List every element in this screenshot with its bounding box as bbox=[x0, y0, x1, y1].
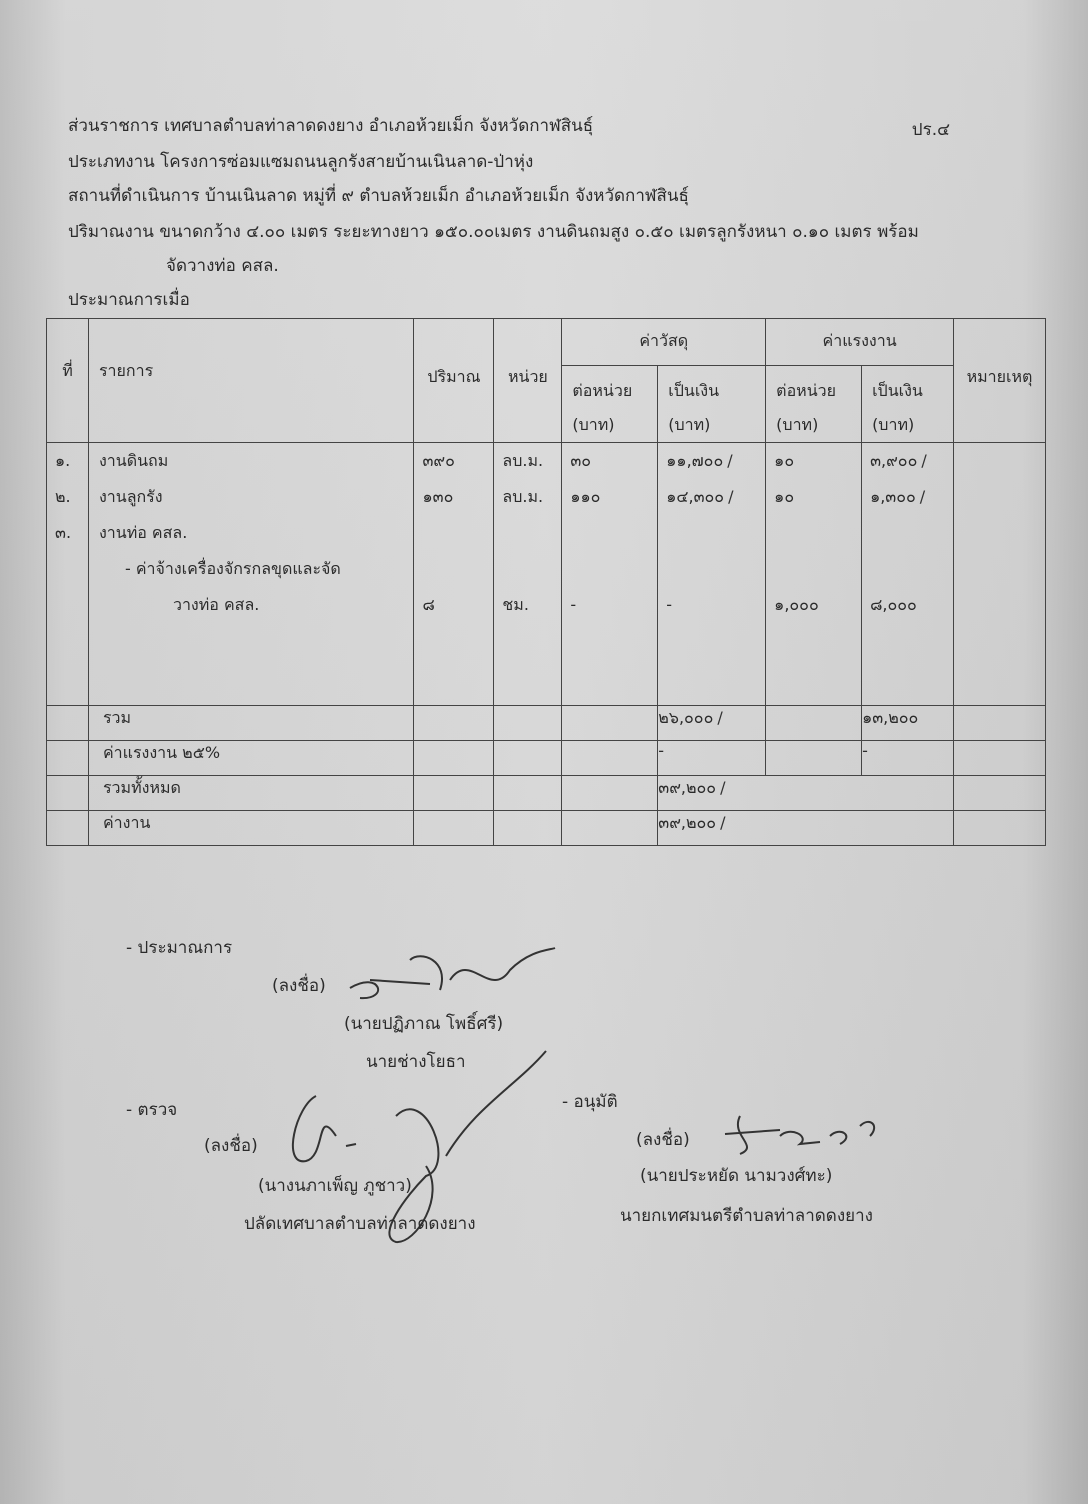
row-qty: ๓๙๐ bbox=[422, 451, 455, 470]
check-mark-icon: / bbox=[717, 708, 723, 727]
labor-unit-price-header: ต่อหน่วย (บาท) bbox=[766, 366, 862, 443]
col-header-unit: หน่วย bbox=[494, 319, 562, 443]
grand-total-row bbox=[47, 776, 1046, 811]
check-mark-icon: / bbox=[727, 451, 733, 470]
col-header-material: ค่าวัสดุ bbox=[562, 319, 766, 366]
work-type-line: ประเภทงาน โครงการซ่อมแซมถนนลูกรังสายบ้านเนินลาด-ป่าหุ่ง bbox=[68, 152, 534, 172]
sub-material-amount: - bbox=[666, 595, 673, 614]
row-material-amount: ๑๔,๓๐๐ bbox=[666, 487, 725, 506]
approver-sign-label: (ลงชื่อ) bbox=[636, 1130, 690, 1150]
location-line: สถานที่ดำเนินการ บ้านเนินลาด หมู่ที่ ๙ ตำบลห้วยเม็ก อำเภอห้วยเม็ก จังหวัดกาฬสินธุ์ bbox=[68, 186, 689, 206]
estimator-title: - ประมาณการ bbox=[126, 938, 233, 958]
row-labor-unit-price: ๑๐ bbox=[774, 487, 795, 506]
estimate-label: ประมาณการเมื่อ bbox=[68, 290, 190, 310]
sub-labor-amount: ๘,๐๐๐ bbox=[870, 595, 917, 614]
labor-amount-header: เป็นเงิน (บาท) bbox=[862, 366, 954, 443]
row-no: ๑. bbox=[55, 451, 71, 470]
labor-25-labor: - bbox=[862, 741, 954, 776]
row-labor-amount: ๓,๙๐๐ bbox=[870, 451, 918, 470]
unit-column bbox=[494, 443, 562, 706]
checker-title: - ตรวจ bbox=[126, 1100, 178, 1120]
work-cost-label: ค่างาน bbox=[88, 811, 414, 846]
estimator-position: นายช่างโยธา bbox=[366, 1052, 466, 1072]
row-no: ๓. bbox=[55, 523, 72, 542]
labor-25-material: - bbox=[658, 741, 766, 776]
row-item: งานท่อ คสล. bbox=[98, 523, 188, 542]
sub-item-line-2: วางท่อ คสล. bbox=[172, 595, 260, 614]
work-cost-row bbox=[47, 811, 1046, 846]
checker-sign-label: (ลงชื่อ) bbox=[204, 1136, 258, 1156]
labor-25-row bbox=[47, 741, 1046, 776]
check-mark-icon: / bbox=[720, 813, 726, 832]
check-mark-icon: / bbox=[728, 487, 734, 506]
quantity-line-2: จัดวางท่อ คสล. bbox=[166, 256, 279, 276]
checker-position: ปลัดเทศบาลตำบลท่าลาดดงยาง bbox=[244, 1214, 476, 1234]
estimate-table bbox=[46, 318, 1046, 846]
estimator-sign-label: (ลงชื่อ) bbox=[272, 976, 326, 996]
col-header-remark: หมายเหตุ bbox=[954, 319, 1046, 443]
row-material-unit-price: ๑๑๐ bbox=[570, 487, 601, 506]
form-code: ปร.๔ bbox=[911, 120, 950, 140]
approver-name: (นายประหยัด นามวงศ์ทะ) bbox=[640, 1166, 833, 1186]
row-labor-unit-price: ๑๐ bbox=[774, 451, 795, 470]
agency-line: ส่วนราชการ เทศบาลตำบลท่าลาดดงยาง อำเภอห้วยเม็ก จังหวัดกาฬสินธุ์ bbox=[68, 116, 594, 136]
col-header-labor: ค่าแรงงาน bbox=[766, 319, 954, 366]
labor-amount-column bbox=[862, 443, 954, 706]
col-header-item: รายการ bbox=[88, 319, 414, 443]
sub-item-line-1: - ค่าจ้างเครื่องจักรกลขุดและจัด bbox=[124, 559, 341, 578]
checker-name: (นางนภาเพ็ญ ภูชาว) bbox=[258, 1176, 412, 1196]
work-cost-value: ๓๙,๒๐๐ bbox=[658, 813, 717, 832]
material-amount-column bbox=[658, 443, 766, 706]
check-mark-icon: / bbox=[919, 487, 926, 506]
row-qty: ๑๓๐ bbox=[422, 487, 454, 506]
qty-column bbox=[414, 443, 494, 706]
estimator-signature bbox=[340, 940, 560, 1010]
row-item: งานดินถม bbox=[98, 451, 169, 470]
row-unit: ลบ.ม. bbox=[502, 487, 544, 506]
row-unit: ลบ.ม. bbox=[502, 451, 544, 470]
approver-signature bbox=[720, 1106, 890, 1156]
grand-total-label: รวมทั้งหมด bbox=[88, 776, 414, 811]
row-no: ๒. bbox=[55, 487, 71, 506]
item-column bbox=[88, 443, 414, 706]
col-header-qty: ปริมาณ bbox=[414, 319, 494, 443]
material-amount-header: เป็นเงิน (บาท) bbox=[658, 366, 766, 443]
approver-title: - อนุมัติ bbox=[562, 1092, 618, 1112]
row-labor-amount: ๑,๓๐๐ bbox=[870, 487, 916, 506]
sub-unit: ชม. bbox=[502, 595, 529, 614]
estimator-name: (นายปฏิภาณ โพธิ์ศรี) bbox=[344, 1014, 504, 1034]
material-unit-price-header: ต่อหน่วย (บาท) bbox=[562, 366, 658, 443]
sub-qty: ๘ bbox=[422, 595, 435, 614]
no-column bbox=[47, 443, 89, 706]
total-label: รวม bbox=[88, 706, 414, 741]
col-header-no: ที่ bbox=[47, 319, 89, 443]
row-material-unit-price: ๓๐ bbox=[570, 451, 592, 470]
row-item: งานลูกรัง bbox=[98, 487, 163, 506]
total-labor: ๑๓,๒๐๐ bbox=[862, 706, 954, 741]
total-material: ๒๖,๐๐๐ bbox=[658, 708, 714, 727]
remark-column bbox=[954, 443, 1046, 706]
total-row bbox=[47, 706, 1046, 741]
approver-position: นายกเทศมนตรีตำบลท่าลาดดงยาง bbox=[620, 1206, 873, 1226]
quantity-line-1: ปริมาณงาน ขนาดกว้าง ๔.๐๐ เมตร ระยะทางยาว ๑๕๐.๐๐เมตร งานดินถมสูง ๐.๕๐ เมตรลูกรังหนา ๐.๑๐ เมตร พร้อม bbox=[68, 222, 919, 242]
grand-total-value: ๓๙,๒๐๐ bbox=[658, 778, 717, 797]
labor-25-label: ค่าแรงงาน ๒๕% bbox=[88, 741, 414, 776]
material-unit-column bbox=[562, 443, 658, 706]
sub-labor-unit-price: ๑,๐๐๐ bbox=[774, 595, 819, 614]
table-body-row bbox=[47, 443, 1046, 706]
row-material-amount: ๑๑,๗๐๐ bbox=[666, 451, 724, 470]
labor-unit-column bbox=[766, 443, 862, 706]
check-mark-icon: / bbox=[921, 451, 927, 470]
sub-material-unit-price: - bbox=[570, 595, 577, 614]
check-mark-icon: / bbox=[720, 778, 726, 797]
